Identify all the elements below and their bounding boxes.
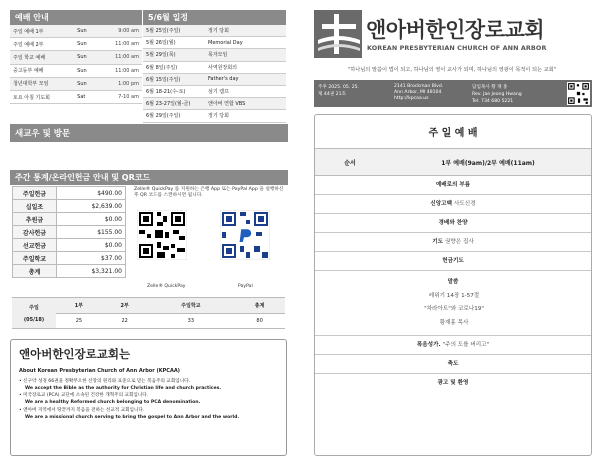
attendance-value: 22 <box>102 314 148 329</box>
order-row-praise <box>315 214 591 233</box>
worship-row <box>10 90 142 103</box>
offering-value: $0.00 <box>57 239 126 252</box>
worship-day: Sat <box>74 90 97 103</box>
sermon-title: "차라아트"와 코로나19" <box>424 306 484 312</box>
worship-name: 토요 아침 기도회 <box>10 90 74 103</box>
offering-row <box>13 187 126 200</box>
offering-label: 감사헌금 <box>13 226 57 239</box>
order-item-detail: "주의 도를 버리고" <box>442 342 490 348</box>
order-row-benediction <box>315 355 591 374</box>
order-item-detail: 권향은 집사 <box>445 239 474 245</box>
about-subtitle: About Korean Presbyterian Church of Ann Arbor (KPCAA) <box>19 368 180 374</box>
order-item: 말씀 <box>447 279 459 285</box>
phone-number: Tel. 734 680 5221 <box>472 99 514 104</box>
worship-time: 11:00 am <box>97 51 142 64</box>
order-item: 헌금기도 <box>442 258 464 264</box>
newcomer-panel <box>10 124 288 142</box>
worship-time: 1:00 pm <box>97 77 142 90</box>
offering-row <box>13 200 126 213</box>
worship-row <box>10 25 142 38</box>
offering-table <box>12 186 126 278</box>
order-item: 신앙고백 <box>430 201 452 207</box>
order-of-service-panel <box>314 114 592 456</box>
offering-title: 주간 통계/온라인헌금 안내 및 QR코드 <box>10 170 288 185</box>
schedule-row <box>143 73 286 85</box>
about-list <box>19 379 280 421</box>
zelle-caption: Zelle® QuickPay <box>147 284 186 289</box>
worship-times-title: 예배 안내 <box>10 10 142 25</box>
offering-label: 총계 <box>13 265 57 278</box>
offering-value: $37.00 <box>57 252 126 265</box>
attendance-value: 25 <box>56 314 102 329</box>
schedule-event: 목자모임 <box>205 49 286 61</box>
sermon-preacher: 황재홍 목사 <box>439 319 469 326</box>
schedule-row <box>143 110 286 122</box>
worship-row <box>10 77 142 90</box>
attendance-header: 1부 <box>56 298 102 314</box>
issue-date: 주후 2025. 05. 25. <box>318 85 360 90</box>
schedule-date: 6월 18-21(수-토) <box>143 85 205 97</box>
schedule-table <box>143 25 286 123</box>
address-line1: 2141 Brockman Blvd. <box>394 84 444 89</box>
schedule-date: 5월 26일(월) <box>143 37 205 49</box>
worship-name: 주일 예배 2부 <box>10 38 74 51</box>
offering-value: $3,321.00 <box>57 265 126 278</box>
pastor-korean: 담임목사 황 재 홍 <box>472 85 508 90</box>
schedule-event: Memorial Day <box>205 37 286 49</box>
order-item: 경배와 찬양 <box>438 220 468 226</box>
offering-row <box>13 213 126 226</box>
worship-row <box>10 38 142 51</box>
schedule-date: 6월 23-27일(월-금) <box>143 98 205 110</box>
worship-time: 11:00 am <box>97 38 142 51</box>
schedule-row <box>143 98 286 110</box>
worship-time: 9:00 am <box>97 25 142 38</box>
worship-day: Sun <box>74 77 97 90</box>
schedule-title: 5/6월 일정 <box>143 10 286 25</box>
paypal-caption: PayPal <box>238 284 253 289</box>
order-item: 축도 <box>447 361 459 367</box>
schedule-row <box>143 61 286 73</box>
pastor-english: Rev. Jae Jeong Hwang <box>472 92 522 97</box>
sermon-passage: 레위기 14장 1-57절 <box>428 292 480 299</box>
worship-times-panel <box>10 10 142 104</box>
order-item: 기도 <box>432 239 443 245</box>
schedule-date: 5월 29일(목) <box>143 49 205 61</box>
order-item-detail: 사도신경 <box>454 201 476 207</box>
attendance-value: 33 <box>148 314 235 329</box>
offering-row <box>13 252 126 265</box>
offering-row <box>13 226 126 239</box>
schedule-date: 6월 8일(주일) <box>143 61 205 73</box>
schedule-event: 앤아버 연합 VBS <box>205 98 286 110</box>
website-qr-icon[interactable] <box>567 82 590 105</box>
attendance-panel <box>12 297 285 329</box>
worship-name: 주일 학교 예배 <box>10 51 74 64</box>
church-header <box>312 8 592 64</box>
church-name-english: KOREAN PRESBYTERIAN CHURCH OF ANN ARBOR <box>367 44 547 52</box>
worship-day: Sun <box>74 51 97 64</box>
order-row-hymn <box>315 336 591 355</box>
order-row-creed <box>315 195 591 214</box>
worship-day: Sun <box>74 25 97 38</box>
order-row-call <box>315 176 591 195</box>
about-item-english: We are a healthy Reformed church belonging to PCA denomination. <box>25 400 201 406</box>
about-item-korean: • 신구약 성경 66권을 정확무오한 신앙의 원리와 표준으로 믿는 복음주의 교회입니다. <box>19 379 280 386</box>
schedule-event: 사역원장회의 <box>205 61 286 73</box>
worship-day: Sun <box>74 38 97 51</box>
offering-value: $155.00 <box>57 226 126 239</box>
order-title: 주 일 예 배 <box>428 128 478 139</box>
offering-value: $0.00 <box>57 213 126 226</box>
schedule-event: Father's day <box>205 73 286 85</box>
order-header-row <box>315 148 591 176</box>
about-item-english: We are a missional church serving to bring the gospel to Ann Arbor and the world. <box>25 414 240 420</box>
schedule-row <box>143 85 286 97</box>
order-item: 폭음성가. <box>416 342 441 348</box>
about-item-korean: • 미국장로교 (PCA) 교단에 소속된 건강한 개혁주의 교회입니다. <box>19 393 280 400</box>
schedule-event: 섬기 캠프 <box>205 85 286 97</box>
worship-name: 중고등부 예배 <box>10 64 74 77</box>
order-row-sermon <box>315 271 591 336</box>
worship-times-table <box>10 25 142 104</box>
about-title: 앤아버한인장로교회는 <box>19 347 131 361</box>
offering-label: 추원금 <box>13 213 57 226</box>
schedule-panel <box>143 10 286 123</box>
offering-value: $2,639.00 <box>57 200 126 213</box>
schedule-date: 6월 15일(주일) <box>143 73 205 85</box>
attendance-date: (05/18) <box>23 316 45 323</box>
attendance-table <box>12 297 285 329</box>
offering-panel <box>12 186 126 278</box>
worship-name: 주일 예배 1부 <box>10 25 74 38</box>
offering-row <box>13 239 126 252</box>
order-item: 예배로의 부름 <box>435 182 471 188</box>
attendance-value: 80 <box>234 314 285 329</box>
order-col-services: 1부 예배(9am)/2부 예배(11am) <box>441 159 535 167</box>
schedule-event: 정기 당회 <box>205 110 286 122</box>
offering-value: $490.00 <box>57 187 126 200</box>
order-row-welcome <box>315 374 591 393</box>
offering-label: 주일학교 <box>13 252 57 265</box>
attendance-label-cell <box>12 298 56 329</box>
church-name-korean: 앤아버한인장로교회 <box>366 18 545 42</box>
newcomer-title: 새교우 및 방문 <box>10 124 288 142</box>
paypal-qr-icon[interactable] <box>220 210 270 260</box>
order-row-prayer <box>315 233 591 252</box>
schedule-event: 정기 당회 <box>205 25 286 37</box>
order-row-offering <box>315 252 591 271</box>
attendance-label: 주일 <box>29 304 39 311</box>
schedule-row <box>143 49 286 61</box>
schedule-row <box>143 25 286 37</box>
attendance-header: 2부 <box>102 298 148 314</box>
bulletin-info-strip <box>314 80 592 107</box>
worship-time: 11:00 am <box>97 64 142 77</box>
attendance-header: 주일학교 <box>148 298 235 314</box>
issue-number: 제 44권 21호 <box>318 92 346 97</box>
worship-row <box>10 51 142 64</box>
offering-panel-header <box>10 170 288 185</box>
zelle-qr-icon[interactable] <box>137 210 187 260</box>
qr-instructions: Zelle® QuickPay 를 지원하는 은행 App 또는 PayPal App 을 실행하신 후 QR 코드를 스캔하시면 됩니다. <box>134 187 284 199</box>
worship-day: Sun <box>74 64 97 77</box>
address-line2: Ann Arbor, MI 48104 <box>394 90 442 95</box>
offering-label: 선교헌금 <box>13 239 57 252</box>
attendance-header: 총계 <box>234 298 285 314</box>
about-item-english: We accept the Bible as the authority for Christian life and church practices. <box>25 385 222 391</box>
schedule-row <box>143 37 286 49</box>
offering-label: 주일헌금 <box>13 187 57 200</box>
church-logo-icon <box>314 10 362 58</box>
offering-total-row <box>13 265 126 278</box>
offering-label: 십일조 <box>13 200 57 213</box>
website-link[interactable]: http://kpcaa.us <box>394 96 429 101</box>
about-church-panel <box>10 339 287 456</box>
worship-name: 청년대학부 모임 <box>10 77 74 90</box>
order-col-sequence: 순서 <box>344 159 356 167</box>
schedule-date: 5월 25일(주일) <box>143 25 205 37</box>
schedule-date: 6월 29일(주일) <box>143 110 205 122</box>
about-item-korean: • 앤아버 지역에서 땅끝까지 복음을 전하는 선교적 교회입니다. <box>19 408 280 415</box>
attendance-header-row <box>12 298 285 314</box>
church-motto: "하나님의 말씀이 법이 되고, 하나님의 영이 교사가 되며, 하나님의 영광이 목적이 되는 교회" <box>347 67 557 73</box>
worship-row <box>10 64 142 77</box>
order-item: 광고 및 환영 <box>437 380 469 386</box>
worship-time: 7-10 am <box>97 90 142 103</box>
